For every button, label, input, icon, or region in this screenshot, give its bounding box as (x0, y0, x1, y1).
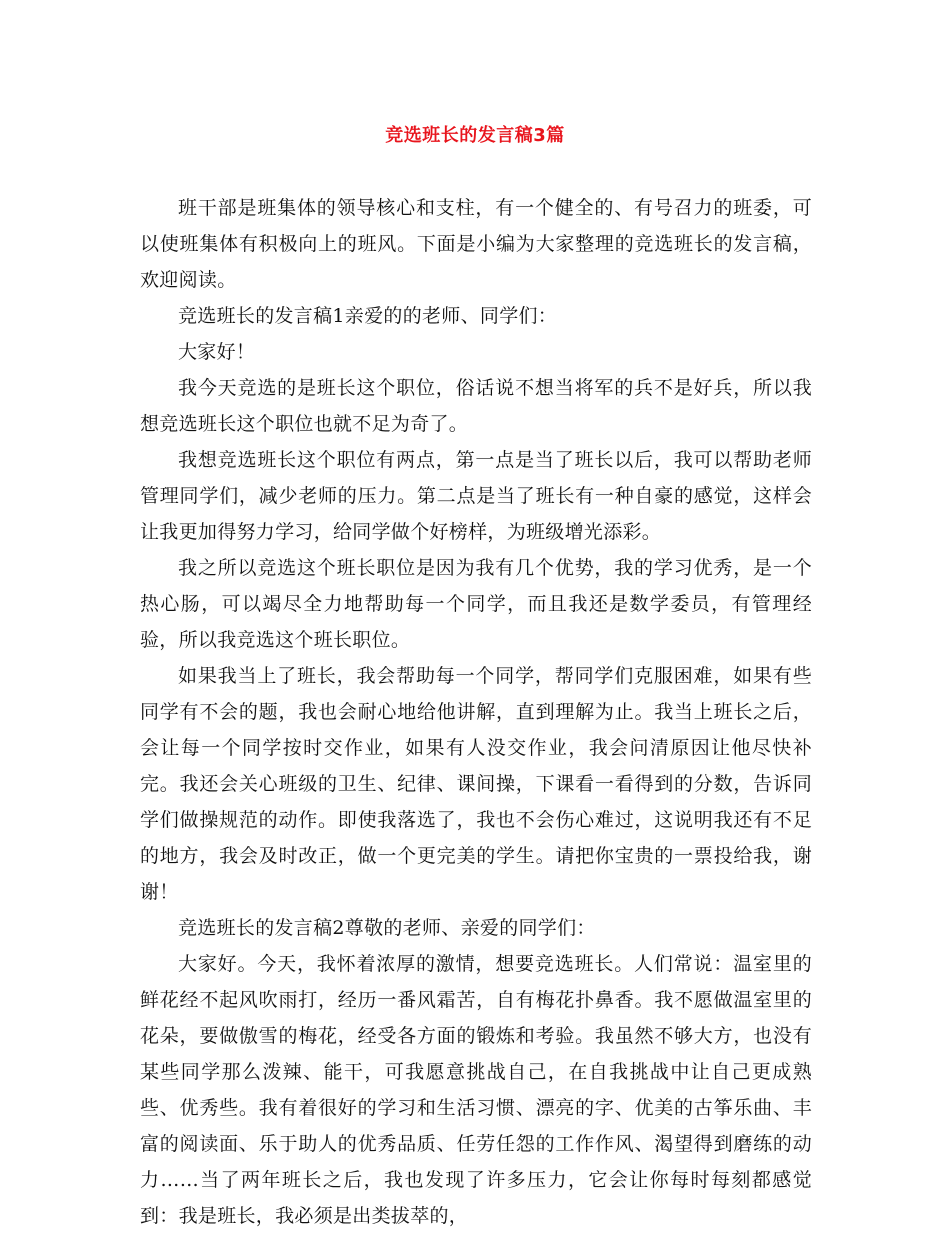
paragraph: 大家好。今天，我怀着浓厚的激情，想要竞选班长。人们常说：温室里的鲜花经不起风吹雨打，经历一番风霜苦，自有梅花扑鼻香。我不愿做温室里的花朵，要做傲雪的梅花，经受各方面的锻炼和考验。我虽然不够大方，也没有某些同学那么泼辣、能干，可我愿意挑战自己，在自我挑战中让自己更成熟些、优秀些。我有着很好的学习和生活习惯、漂亮的字、优美的古筝乐曲、丰富的阅读面、乐于助人的优秀品质、任劳任怨的工作作风、渴望得到磨练的动力……当了两年班长之后，我也发现了许多压力，它会让你每时每刻都感觉到：我是班长，我必须是出类拔萃的， (140, 953, 812, 1227)
paragraph-intro: 班干部是班集体的领导核心和支柱，有一个健全的、有号召力的班委，可以使班集体有积极向上的班风。下面是小编为大家整理的竞选班长的发言稿，欢迎阅读。 (140, 197, 812, 291)
paragraph-speech2-heading: 竞选班长的发言稿2尊敬的老师、亲爱的同学们： (178, 917, 596, 939)
paragraph-greeting: 大家好！ (178, 341, 256, 363)
paragraph: 我想竞选班长这个职位有两点，第一点是当了班长以后，我可以帮助老师管理同学们，减少老师的压力。第二点是当了班长有一种自豪的感觉，这样会让我更加得努力学习，给同学做个好榜样，为班级增光添彩。 (140, 449, 812, 543)
paragraph: 我今天竞选的是班长这个职位，俗话说不想当将军的兵不是好兵，所以我想竞选班长这个职位也就不足为奇了。 (140, 377, 812, 435)
document-body (140, 190, 812, 1234)
paragraph: 如果我当上了班长，我会帮助每一个同学，帮同学们克服困难，如果有些同学有不会的题，我也会耐心地给他讲解，直到理解为止。我当上班长之后，会让每一个同学按时交作业，如果有人没交作业，我会问清原因让他尽快补完。我还会关心班级的卫生、纪律、课间操，下课看一看得到的分数，告诉同学们做操规范的动作。即使我落选了，我也不会伤心难过，这说明我还有不足的地方，我会及时改正，做一个更完美的学生。请把你宝贵的一票投给我，谢谢！ (140, 665, 812, 903)
paragraph: 我之所以竞选这个班长职位是因为我有几个优势，我的学习优秀，是一个热心肠，可以竭尽全力地帮助每一个同学，而且我还是数学委员，有管理经验，所以我竞选这个班长职位。 (140, 557, 812, 651)
document-title: 竞选班长的发言稿3篇 (385, 125, 565, 146)
paragraph-speech1-heading: 竞选班长的发言稿1亲爱的的老师、同学们： (178, 305, 558, 327)
